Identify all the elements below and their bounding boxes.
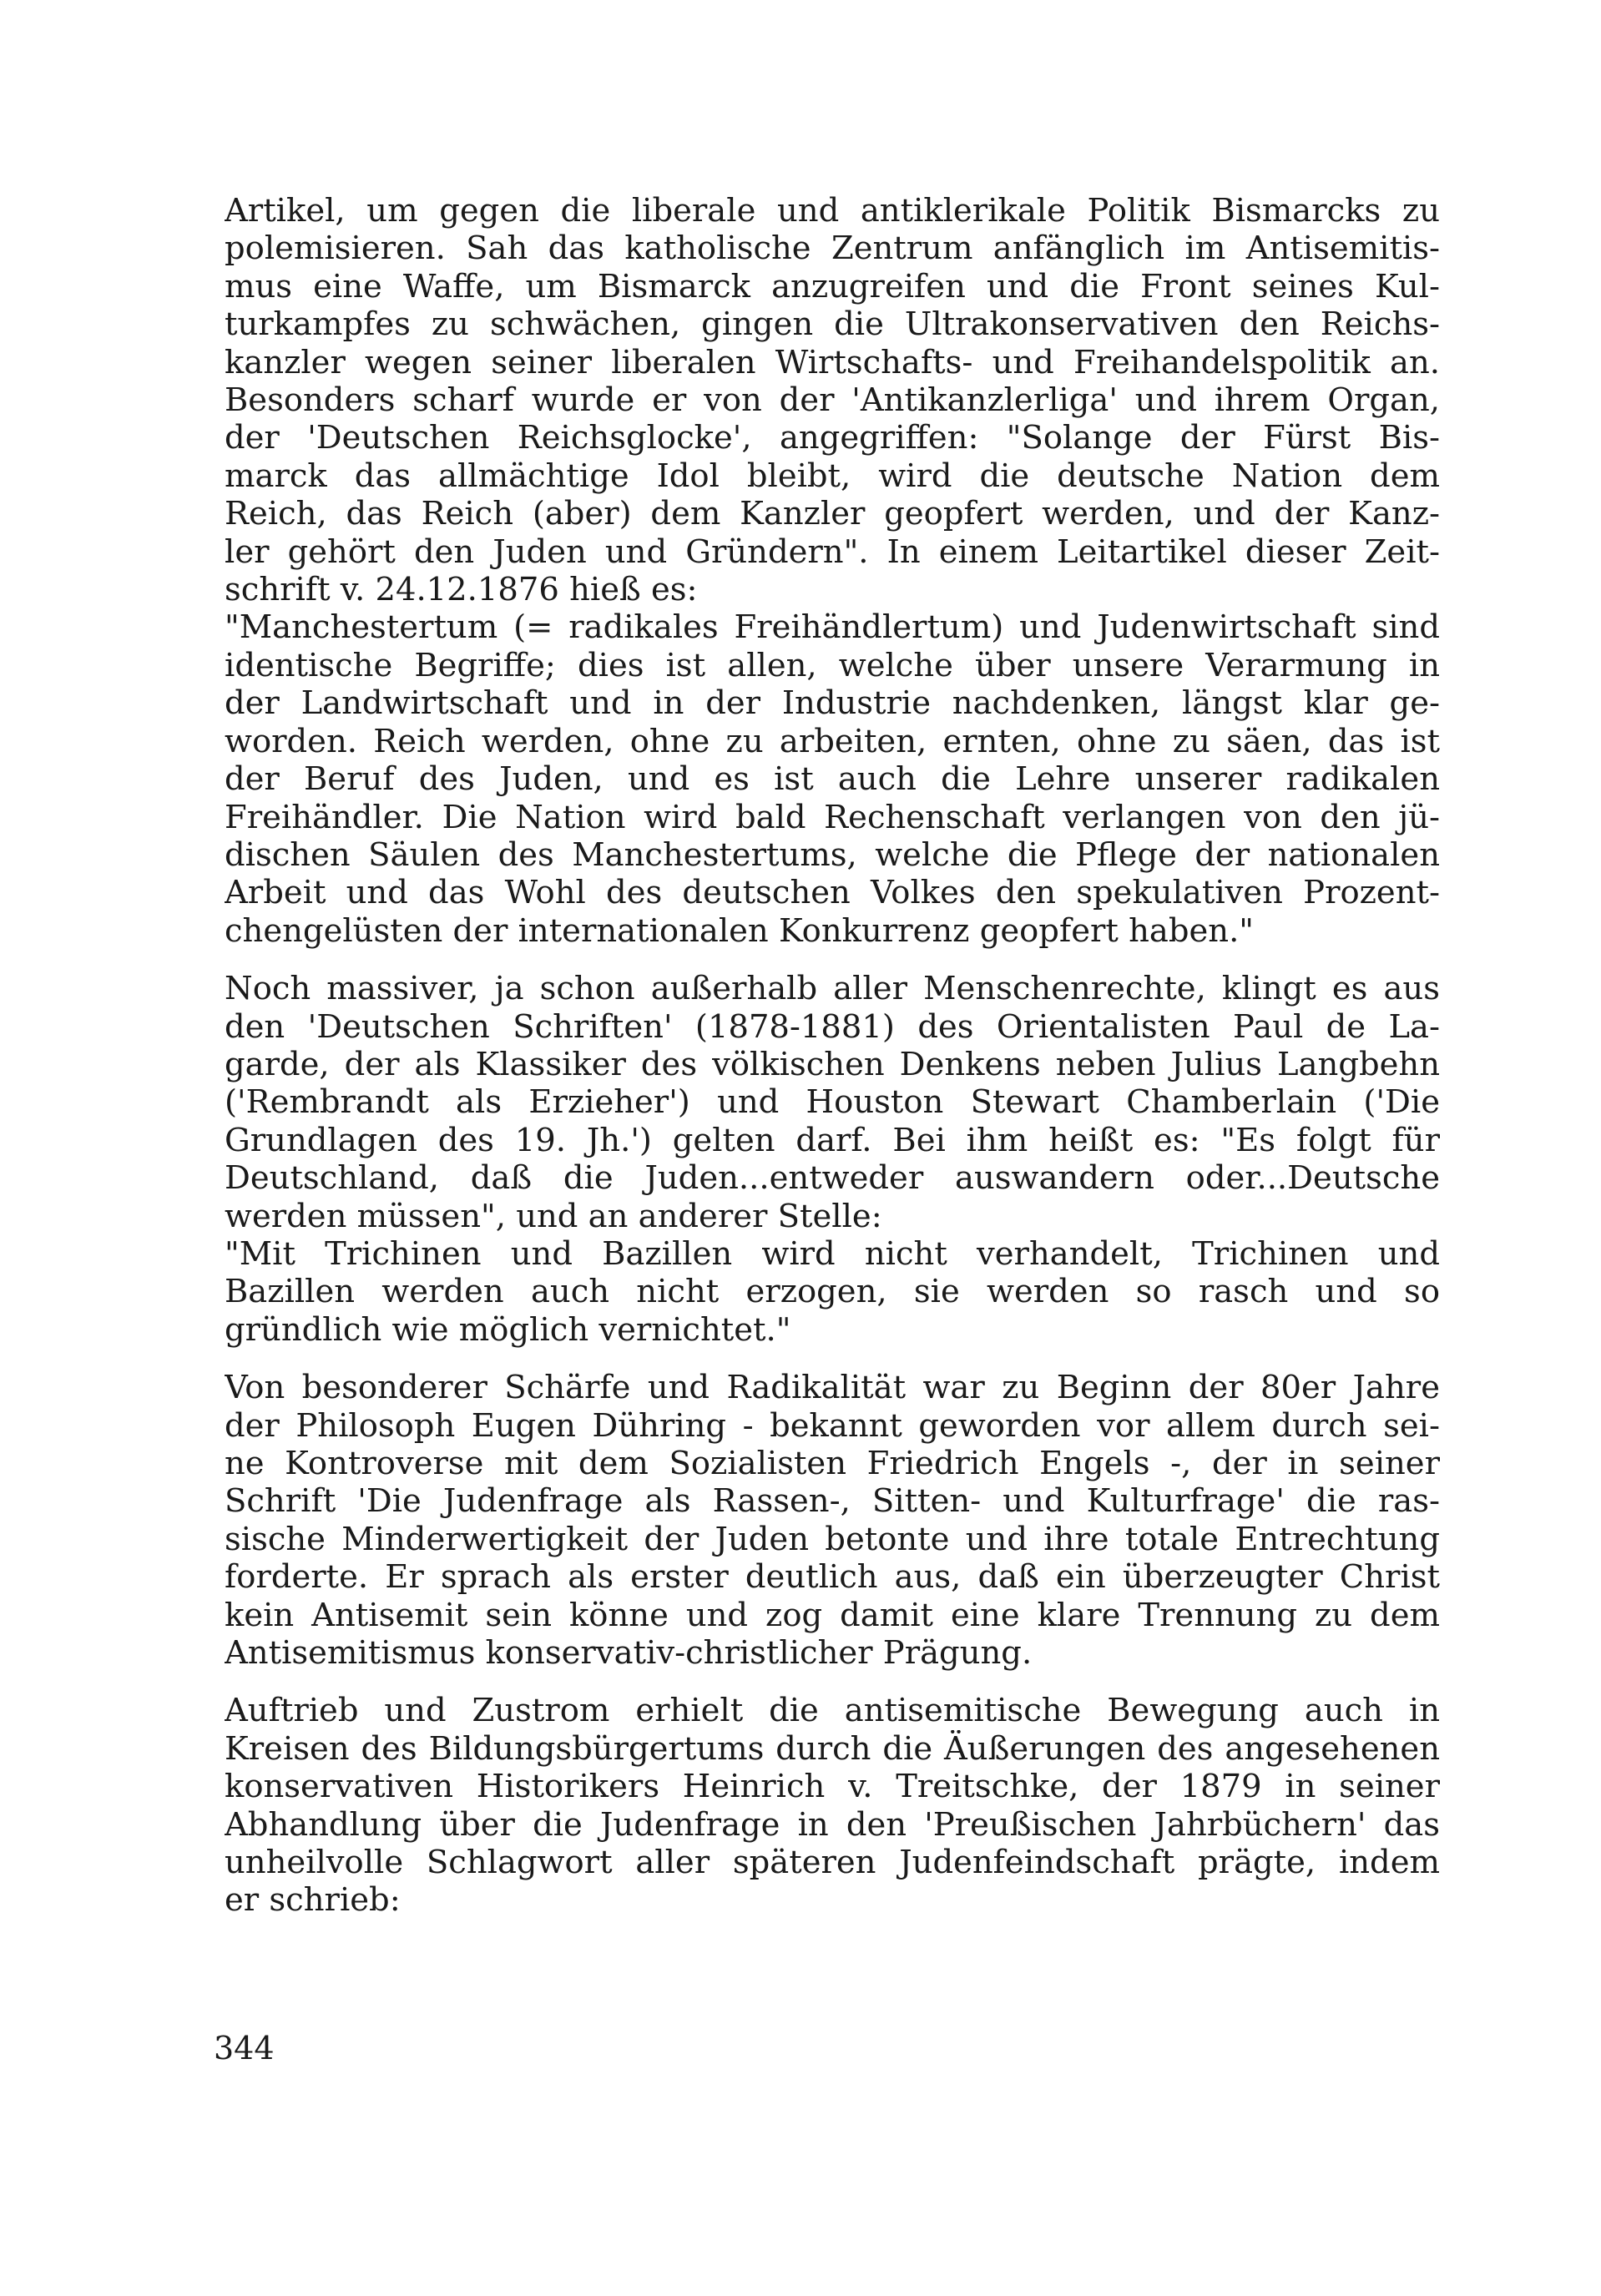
text-line: kanzler wegen seiner liberalen Wirtschafts- und Freihandelspolitik an.: [225, 343, 1440, 381]
quote-line: gründlich wie möglich vernichtet.": [225, 1310, 791, 1349]
text-line: schrift v. 24.12.1876 hieß es:: [225, 571, 698, 609]
quote-line: der Landwirtschaft und in der Industrie nachdenken, längst klar ge-: [225, 684, 1440, 723]
text-line: Auftrieb und Zustrom erhielt die antisemitische Bewegung auch in: [225, 1692, 1440, 1730]
text-line: marck das allmächtige Idol bleibt, wird die deutsche Nation dem: [225, 457, 1440, 495]
quote-line: chengelüsten der internationalen Konkurrenz geopfert haben.": [225, 911, 1255, 950]
paragraph-1: [225, 192, 1440, 950]
quote-line: Freihändler. Die Nation wird bald Rechenschaft verlangen von den jü-: [225, 798, 1440, 836]
text-line: sische Minderwertigkeit der Juden betonte und ihre totale Entrechtung: [225, 1520, 1440, 1558]
page-number: 344: [214, 2030, 275, 2066]
quote-line: Bazillen werden auch nicht erzogen, sie werden so rasch und so: [225, 1273, 1440, 1311]
text-line: Besonders scharf wurde er von der 'Antikanzlerliga' und ihrem Organ,: [225, 381, 1440, 420]
text-line: Deutschland, daß die Juden...entweder auswandern oder...Deutsche: [225, 1159, 1440, 1198]
text-line: garde, der als Klassiker des völkischen Denkens neben Julius Langbehn: [225, 1045, 1440, 1083]
paragraph-3: [225, 1369, 1440, 1672]
paragraph-2: [225, 970, 1440, 1349]
text-line: er schrieb:: [225, 1881, 401, 1920]
paragraph-4: [225, 1692, 1440, 1919]
text-line: Von besonderer Schärfe und Radikalität war zu Beginn der 80er Jahre: [225, 1369, 1440, 1407]
text-line: Artikel, um gegen die liberale und antiklerikale Politik Bismarcks zu: [225, 192, 1440, 230]
quote-line: identische Begriffe; dies ist allen, welche über unsere Verarmung in: [225, 646, 1440, 684]
text-line: Kreisen des Bildungsbürgertums durch die Äußerungen des angesehenen: [225, 1729, 1440, 1768]
text-line: mus eine Waffe, um Bismarck anzugreifen und die Front seines Kul-: [225, 267, 1440, 305]
text-line: Antisemitismus konservativ-christlicher Prägung.: [225, 1634, 1033, 1673]
quote-line: der Beruf des Juden, und es ist auch die Lehre unserer radikalen: [225, 760, 1440, 799]
quote-line: "Manchestertum (= radikales Freihändlertum) und Judenwirtschaft sind: [225, 608, 1440, 647]
text-line: der 'Deutschen Reichsglocke', angegriffen: "Solange der Fürst Bis-: [225, 419, 1440, 457]
quote-line: dischen Säulen des Manchestertums, welche die Pflege der nationalen: [225, 835, 1440, 874]
text-line: ('Rembrandt als Erzieher') und Houston Stewart Chamberlain ('Die: [225, 1083, 1440, 1122]
text-line: der Philosoph Eugen Dühring - bekannt geworden vor allem durch sei-: [225, 1406, 1440, 1445]
text-line: Noch massiver, ja schon außerhalb aller Menschenrechte, klingt es aus: [225, 970, 1440, 1008]
text-line: ler gehört den Juden und Gründern". In einem Leitartikel dieser Zeit-: [225, 532, 1440, 571]
text-line: forderte. Er sprach als erster deutlich aus, daß ein überzeugter Christ: [225, 1558, 1440, 1597]
text-line: Grundlagen des 19. Jh.') gelten darf. Bei ihm heißt es: "Es folgt für: [225, 1121, 1440, 1159]
quote-line: "Mit Trichinen und Bazillen wird nicht verhandelt, Trichinen und: [225, 1234, 1440, 1273]
text-line: turkampfes zu schwächen, gingen die Ultrakonservativen den Reichs-: [225, 305, 1440, 344]
text-line: polemisieren. Sah das katholische Zentrum anfänglich im Antisemitis-: [225, 230, 1440, 268]
text-line: den 'Deutschen Schriften' (1878-1881) des Orientalisten Paul de La-: [225, 1007, 1440, 1046]
quote-line: Arbeit und das Wohl des deutschen Volkes den spekulativen Prozent-: [225, 874, 1440, 912]
text-line: Abhandlung über die Judenfrage in den 'Preußischen Jahrbüchern' das: [225, 1805, 1440, 1844]
text-line: unheilvolle Schlagwort aller späteren Judenfeindschaft prägte, indem: [225, 1844, 1440, 1882]
text-line: Reich, das Reich (aber) dem Kanzler geopfert werden, und der Kanz-: [225, 495, 1440, 533]
text-line: ne Kontroverse mit dem Sozialisten Friedrich Engels -, der in seiner: [225, 1445, 1440, 1482]
text-line: konservativen Historikers Heinrich v. Treitschke, der 1879 in seiner: [225, 1768, 1440, 1806]
body-text: [225, 192, 1440, 1920]
quote-line: worden. Reich werden, ohne zu arbeiten, ernten, ohne zu säen, das ist: [225, 722, 1440, 760]
text-line: Schrift 'Die Judenfrage als Rassen-, Sitten- und Kulturfrage' die ras-: [225, 1482, 1440, 1521]
text-line: werden müssen", und an anderer Stelle:: [225, 1197, 882, 1235]
text-line: kein Antisemit sein könne und zog damit eine klare Trennung zu dem: [225, 1596, 1440, 1634]
